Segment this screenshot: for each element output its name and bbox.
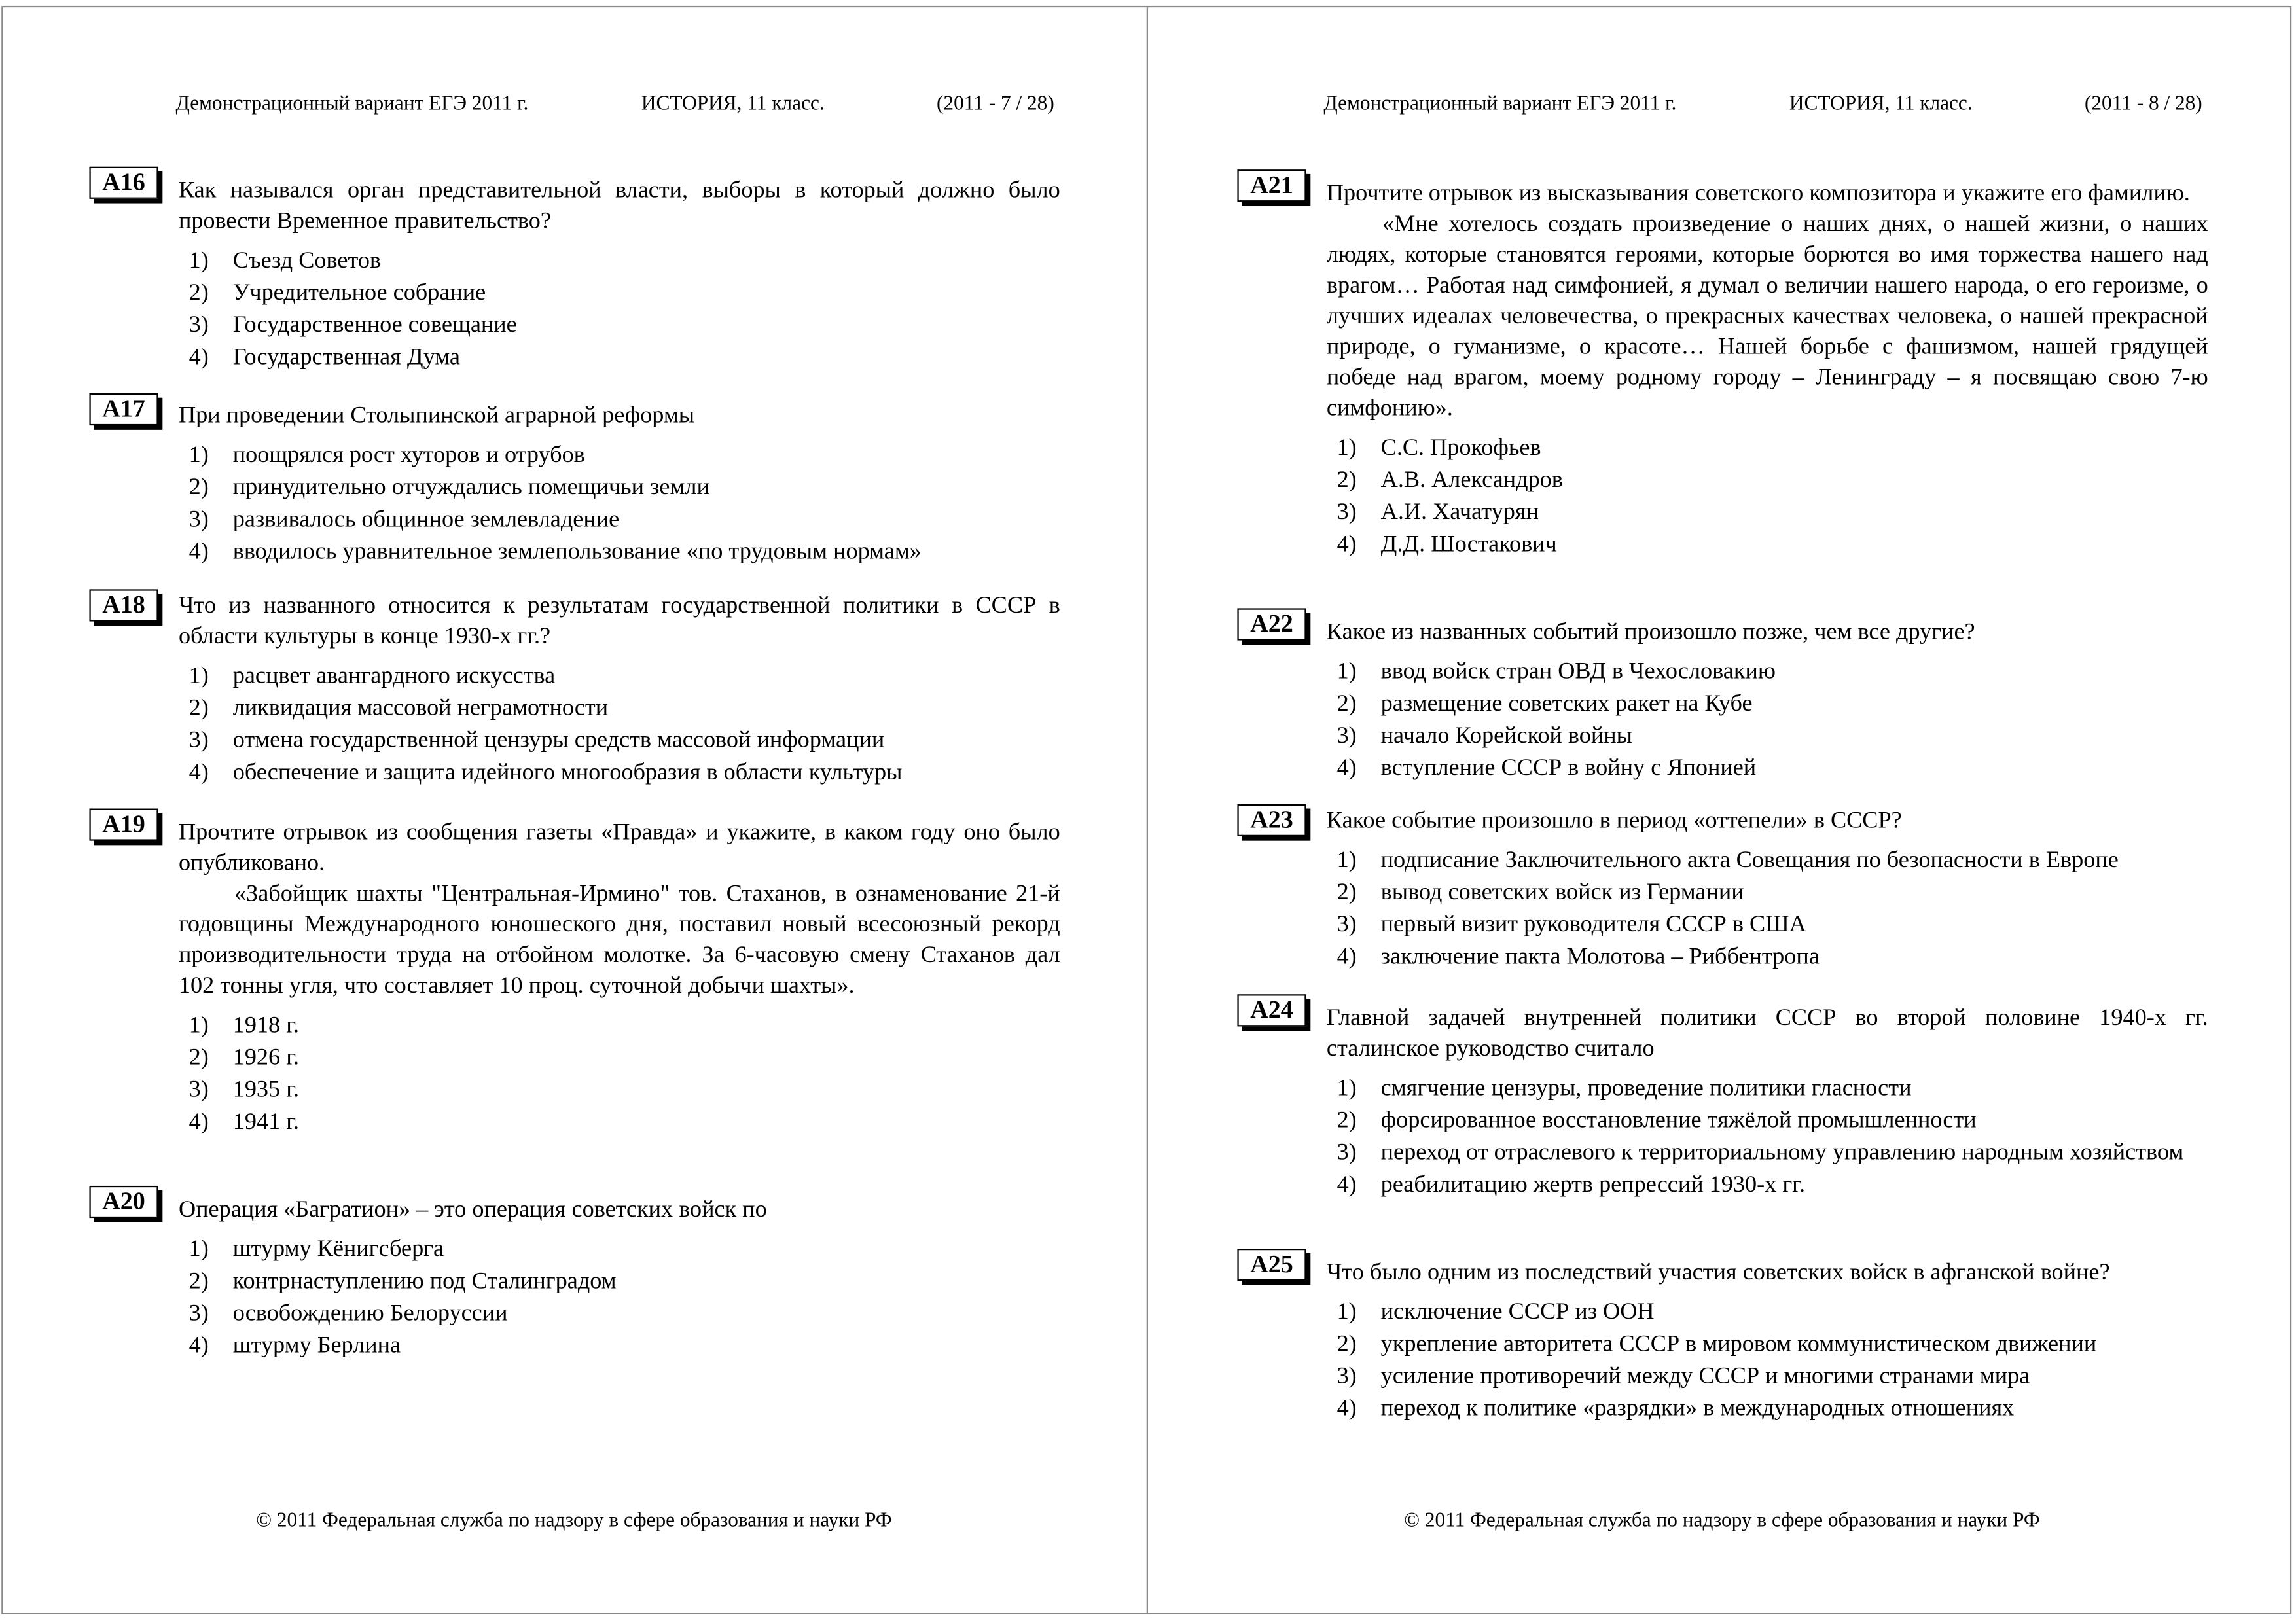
question-text: Какое из названных событий произошло позже, чем все другие?	[1326, 618, 1975, 645]
option: 4) заключение пакта Молотова – Риббентропа	[1336, 943, 1820, 970]
option: 2) принудительно отчуждались помещичьи земли	[188, 473, 709, 501]
option: 4) переход к политике «разрядки» в международных отношениях	[1336, 1395, 2015, 1421]
question-a25	[1237, 1249, 2208, 1424]
quote-text: «Забойщик шахты "Центральная-Ирмино" тов. Стаханов, в ознаменование 21-й годовщины Международного юношеского дня, поставил новый всесоюзный рекорд производительности труда на отбойном молотке. За 6-часовую смену Стаханов дал 102 тонны угля, что составляет 10 проц. суточной добычи шахты».	[178, 880, 1060, 999]
option: 4) реабилитацию жертв репрессий 1930-х гг.	[1336, 1171, 1806, 1198]
question-text: Прочтите отрывок из сообщения газеты «Правда» и укажите, в каком году оно было опубликовано.	[178, 819, 1060, 876]
option: 2) А.В. Александров	[1336, 466, 1563, 493]
header-page-number: (2011 - 7 / 28)	[937, 93, 1054, 116]
option: 2) 1926 г.	[188, 1044, 300, 1071]
question-text: При проведении Столыпинской аграрной реформы	[178, 402, 695, 429]
header-page-number: (2011 - 8 / 28)	[2084, 93, 2202, 116]
question-a23	[1237, 804, 2208, 972]
option: 3) развивалось общинное землевладение	[188, 506, 620, 533]
header-subject: ИСТОРИЯ, 11 класс.	[1789, 93, 1973, 116]
question-label: A23	[1237, 804, 1306, 836]
options-list	[189, 660, 1060, 789]
question-a19	[89, 809, 1060, 1138]
question-label: A25	[1237, 1249, 1306, 1281]
option: 3) Государственное совещание	[188, 311, 517, 338]
question-label: A20	[89, 1186, 158, 1218]
option: 2) контрнаступлению под Сталинградом	[188, 1268, 617, 1294]
option: 1) 1918 г.	[188, 1012, 300, 1039]
question-label: A19	[89, 809, 158, 841]
options-list	[189, 244, 1060, 373]
options-list	[189, 438, 1060, 567]
question-text: Как назывался орган представительной власти, выборы в который должно было провести Временное правительство?	[178, 177, 1060, 234]
question-a20	[89, 1186, 1060, 1361]
options-list	[1337, 1072, 2208, 1201]
question-text: Какое событие произошло в период «оттепели» в СССР?	[1326, 807, 1902, 834]
header-subject: ИСТОРИЯ, 11 класс.	[641, 93, 825, 116]
question-text: Прочтите отрывок из высказывания советского композитора и укажите его фамилию.	[1326, 179, 2190, 207]
question-text: Главной задачей внутренней политики СССР во второй половине 1940-х гг. сталинское руководство считало	[1326, 1004, 2208, 1062]
question-a22	[1237, 608, 2208, 783]
option: 3) 1935 г.	[188, 1076, 300, 1103]
question-label: A18	[89, 589, 158, 621]
option: 4) штурму Берлина	[188, 1332, 401, 1359]
option: 3) первый визит руководителя СССР в США	[1336, 910, 1806, 938]
question-text: Что было одним из последствий участия советских войск в афганской войне?	[1326, 1258, 2110, 1285]
option: 1) штурму Кёнигсберга	[188, 1235, 444, 1262]
page-header	[1323, 94, 2202, 120]
question-a16	[89, 167, 1060, 373]
question-text: Что из названного относится к результатам государственной политики в СССР в области культуры в конце 1930-х гг.?	[178, 592, 1060, 649]
option: 1) подписание Заключительного акта Совещания по безопасности в Европе	[1336, 846, 2119, 873]
option: 4) вступление СССР в войну с Японией	[1336, 754, 1757, 781]
header-exam-title: Демонстрационный вариант ЕГЭ 2011 г.	[1323, 93, 1677, 116]
page-header	[175, 94, 1054, 120]
option: 4) 1941 г.	[188, 1108, 300, 1135]
option: 3) усиление противоречий между СССР и многими странами мира	[1336, 1363, 2030, 1389]
options-list	[1337, 431, 2208, 560]
option: 1) ввод войск стран ОВД в Чехословакию	[1336, 658, 1776, 685]
option: 4) обеспечение и защита идейного многообразия в области культуры	[188, 758, 903, 785]
option: 1) исключение СССР из ООН	[1336, 1298, 1655, 1325]
option: 3) переход от отраслевого к территориальному управлению народным хозяйством	[1336, 1139, 2184, 1166]
option: 1) Съезд Советов	[188, 247, 382, 274]
option: 1) поощрялся рост хуторов и отрубов	[188, 441, 585, 468]
option: 1) расцвет авангардного искусства	[188, 662, 556, 689]
question-label: A21	[1237, 169, 1306, 202]
page-footer: © 2011 Федеральная служба по надзору в сфере образования и науки РФ	[256, 1510, 892, 1533]
question-a18	[89, 589, 1060, 788]
option: 3) освобождению Белоруссии	[188, 1300, 508, 1327]
options-list	[1337, 655, 2208, 784]
option: 1) смягчение цензуры, проведение политики гласности	[1336, 1075, 1912, 1101]
option: 4) Государственная Дума	[188, 344, 461, 370]
question-a21	[1237, 169, 2208, 560]
option: 3) А.И. Хачатурян	[1336, 498, 1539, 526]
question-text: Операция «Багратион» – это операция советских войск по	[178, 1196, 767, 1222]
page-right	[1148, 0, 2296, 1623]
header-exam-title: Демонстрационный вариант ЕГЭ 2011 г.	[175, 93, 529, 116]
option: 4) Д.Д. Шостакович	[1336, 531, 1557, 558]
options-list	[1337, 1296, 2208, 1425]
option: 2) форсированное восстановление тяжёлой промышленности	[1336, 1107, 1977, 1133]
option: 4) вводилось уравнительное землепользование «по трудовым нормам»	[188, 538, 922, 565]
question-label: A22	[1237, 608, 1306, 640]
question-a24	[1237, 994, 2208, 1200]
options-list	[189, 1232, 1060, 1361]
option: 2) укрепление авторитета СССР в мировом коммунистическом движении	[1336, 1330, 2097, 1357]
question-label: A17	[89, 393, 158, 425]
quote-text: «Мне хотелось создать произведение о наших днях, о нашей жизни, о наших людях, которые становятся героями, которые борются во имя торжества нашего над врагом… Работая над симфонией, я думал о величии нашего народа, о его героизме, о лучших идеалах человечества, о прекрасных качествах человека, о нашей прекрасной природе, о гуманизме, о красоте… Нашей борьбе с фашизмом, нашей грядущей победе над врагом, моему родному городу – Ленинграду – я посвящаю свою 7-ю симфонию».	[1326, 210, 2208, 421]
question-a17	[89, 393, 1060, 567]
question-label: A24	[1237, 994, 1306, 1026]
option: 2) ликвидация массовой неграмотности	[188, 694, 609, 721]
options-list	[1337, 844, 2208, 972]
option: 2) Учредительное собрание	[188, 279, 486, 306]
option: 1) С.С. Прокофьев	[1336, 434, 1541, 461]
question-label: A16	[89, 167, 158, 199]
option: 2) вывод советских войск из Германии	[1336, 878, 1744, 905]
options-list	[189, 1009, 1060, 1138]
option: 2) размещение советских ракет на Кубе	[1336, 690, 1753, 717]
option: 3) отмена государственной цензуры средств массовой информации	[188, 726, 885, 753]
page-footer: © 2011 Федеральная служба по надзору в сфере образования и науки РФ	[1404, 1510, 2040, 1533]
option: 3) начало Корейской войны	[1336, 722, 1632, 749]
